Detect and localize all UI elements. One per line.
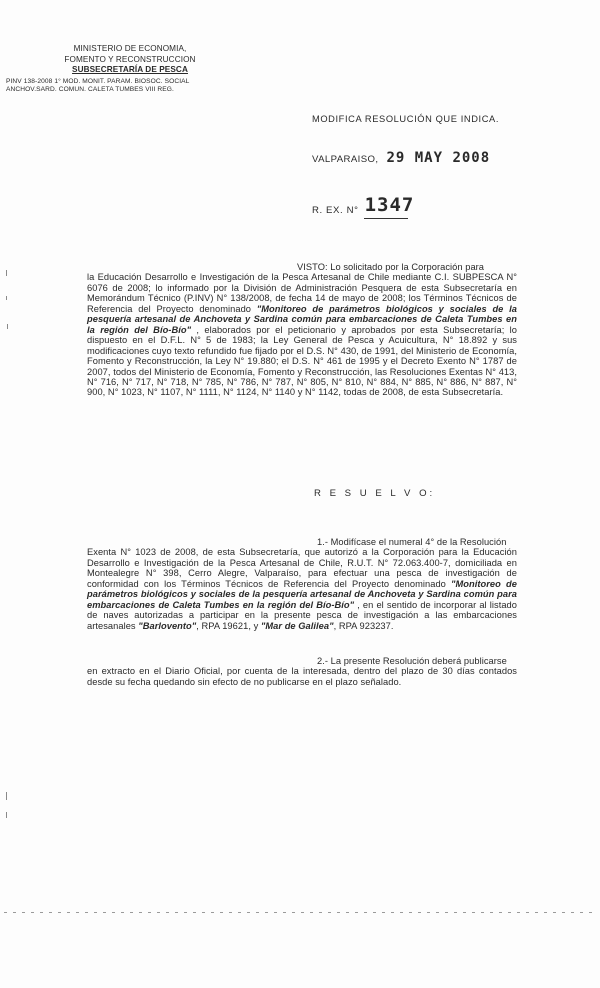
vessel-name-2: "Mar de Galilea" [260, 620, 334, 631]
resuelvo-heading: R E S U E L V O: [314, 488, 436, 499]
visto-text-1: la Educación Desarrollo e Investigación de la Pesca Artesanal de Chile mediante C.I. SUBPESCA N° 6076 de 2008; lo informado por la División de Administración Pesquera de esta Subsecretaría en Memorándum Técnico (P.INV) N° 138/2008, de fecha 14 de mayo de 2008; los Términos Técnicos de Referencia del Proyecto denominado [87, 272, 517, 314]
scan-speck [7, 324, 8, 329]
file-reference-line-1: PINV 138-2008 1° MOD. MONIT. PARAM. BIOSOC. SOCIAL [6, 78, 190, 85]
visto-paragraph [87, 262, 517, 398]
number-underline [364, 218, 408, 219]
file-reference-line-2: ANCHOV.SARD. COMUN. CALETA TUMBES VIII REG. [6, 86, 174, 94]
scan-speck [6, 792, 7, 800]
vessel-name-1: "Barlovento" [138, 620, 197, 631]
file-reference [6, 78, 286, 95]
article-1-text-4: , RPA 923237. [333, 620, 394, 631]
article-1-text-2: , en el sentido de incorporar al listado de naves autorizadas a participar en la presente pesca de investigación a las embarcaciones artesanales [87, 599, 517, 631]
ministry-header [30, 44, 230, 76]
subsecretaria-label: SUBSECRETARÍA DE PESCA [72, 65, 188, 74]
place-date-line [312, 150, 490, 166]
article-1-lead: 1.- Modifícase el numeral 4° de la Resolución [317, 537, 507, 547]
place-label: VALPARAISO, [312, 154, 379, 165]
scan-speck [6, 270, 7, 276]
article-1-text-1: Exenta N° 1023 de 2008, de esta Subsecretaría, que autorizó a la Corporación para la Educación Desarrollo e Investigación de la Pesca Artesanal de Chile, R.U.T. N° 72.063.400-7, domiciliada en Montealegre N° 398, Cerro Alegre, Valparaíso, para efectuar una pesca de investigación de conformidad con los Términos Técnicos de Referencia del Proyecto denominado [87, 547, 517, 589]
resolution-number-line [312, 196, 414, 218]
article-2-text: en extracto en el Diario Oficial, por cuenta de la interesada, dentro del plazo de 30 días contados desde su fecha quedando sin efecto de no publicarse en el plazo señalado. [87, 666, 517, 687]
stamped-date: 29 MAY 2008 [386, 150, 491, 166]
resolution-number: 1347 [364, 194, 415, 216]
article-2-lead: 2.- La presente Resolución deberá publicarse [317, 656, 507, 666]
scan-speck [6, 296, 7, 300]
article-1-project-title: "Monitoreo de parámetros biológicos y sociales de la pesquería artesanal de Anchoveta y Sardina común para embarcaciones de Caleta Tumbes en la región del Bío-Bío" [87, 578, 517, 610]
visto-project-title: "Monitoreo de parámetros biológicos y sociales de la pesquería artesanal de Anchoveta y Sardina común para embarcaciones de Caleta Tumbes en la región del Bío-Bío" [87, 303, 517, 335]
scan-speck [6, 812, 7, 818]
ministry-line-1: MINISTERIO DE ECONOMIA, [73, 44, 187, 53]
visto-lead: VISTO: Lo solicitado por la Corporación para [297, 262, 485, 272]
resolution-subject: MODIFICA RESOLUCIÓN QUE INDICA. [312, 114, 499, 124]
ministry-line-2: FOMENTO Y RECONSTRUCCION [64, 54, 196, 64]
resolution-number-label: R. EX. N° [312, 205, 359, 216]
visto-text-2: , elaborados por el peticionario y aprobados por esta Subsecretaría; lo dispuesto en el D.F.L. N° 5 de 1983; la Ley General de Pesca y Acuicultura, N° 18.892 y sus modificaciones cuyo texto refundido fue fijado por el D.S. N° 430, de 1991, del Ministerio de Economía, Fomento y Reconstrucción, la Ley N° 19.880; el D.S. N° 461 de 1995 y el Decreto Exento N° 1787 de 2007, todos del Ministerio de Economía, Fomento y Reconstrucción, las Resoluciones Exentas N° 413, N° 716, N° 717, N° 718, N° 785, N° 786, N° 787, N° 805, N° 810, N° 884, N° 885, N° 886, N° 887, N° 900, N° 1023, N° 1107, N° 1111, N° 1124, N° 1140 y N° 1142, todas de 2008, de esta Subsecretaría. [87, 324, 518, 398]
article-1-paragraph [87, 537, 517, 631]
article-1-text-3: , RPA 19621, y [196, 620, 259, 631]
article-2-paragraph [87, 656, 517, 687]
scan-edge-line [4, 912, 596, 913]
